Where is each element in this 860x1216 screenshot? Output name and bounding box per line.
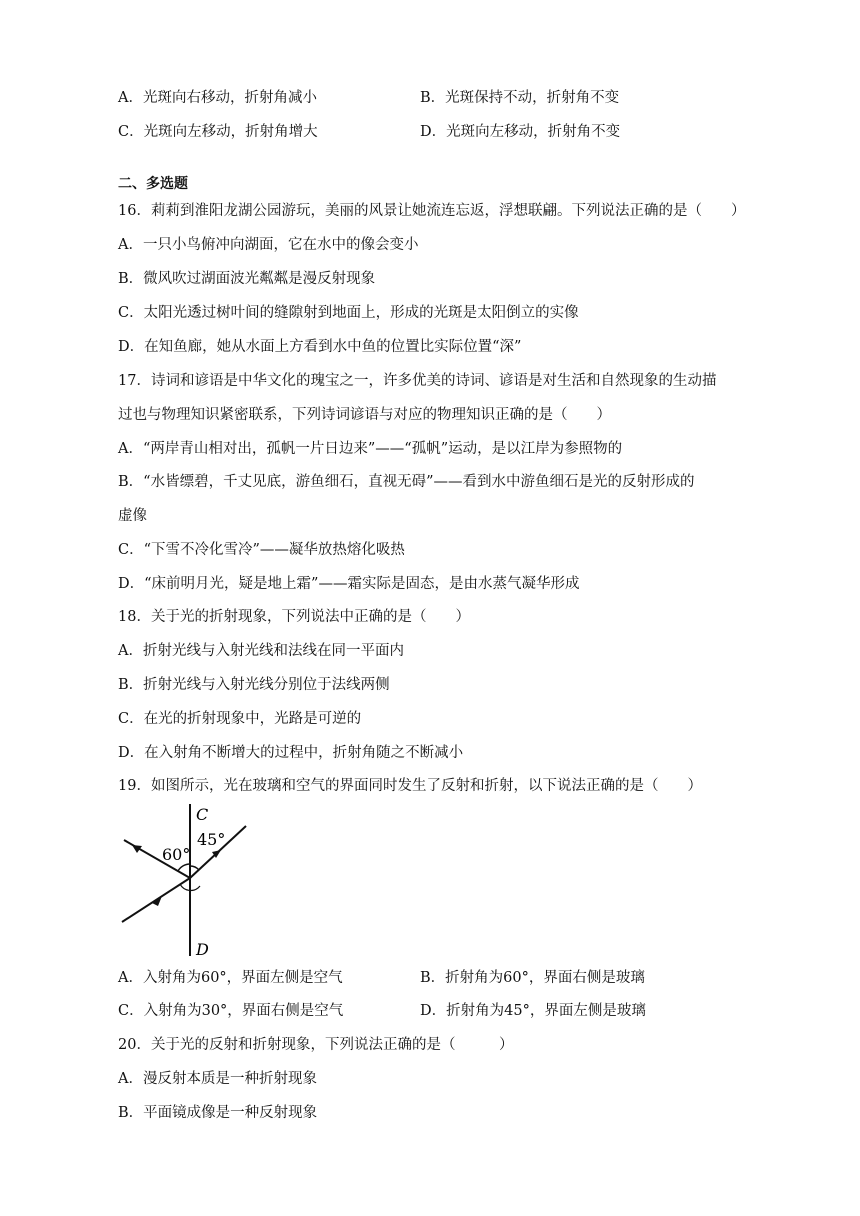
q19-option-a: A．入射角为60°，界面左侧是空气 [118, 970, 343, 986]
q18-option-c: C．在光的折射现象中，光路是可逆的 [118, 711, 362, 727]
optics-figure [118, 800, 258, 960]
q17-option-d: D．“床前明月光，疑是地上霜”——霜实际是固态，是由水蒸气凝华形成 [118, 576, 580, 592]
q17-stem-line1: 17．诗词和谚语是中华文化的瑰宝之一，许多优美的诗词、谚语是对生活和自然现象的生动描 [118, 373, 717, 389]
angle-label-right: 45° [197, 830, 226, 849]
q17-option-c: C．“下雪不冷化雪冷”——凝华放热熔化吸热 [118, 542, 405, 558]
q17-stem-line2: 过也与物理知识紧密联系，下列诗词谚语与对应的物理知识正确的是（ ） [118, 407, 611, 423]
q16-option-d: D．在知鱼廊，她从水面上方看到水中鱼的位置比实际位置“深” [118, 339, 522, 355]
q19-stem: 19．如图所示，光在玻璃和空气的界面同时发生了反射和折射，以下说法正确的是（ ） [118, 778, 702, 794]
section-title: 二、多选题 [118, 176, 188, 192]
q18-option-b: B．折射光线与入射光线分别位于法线两侧 [118, 677, 390, 693]
angle-arc-right [190, 866, 199, 870]
angle-arc-left [178, 864, 190, 871]
q15-option-d: D．光斑向左移动，折射角不变 [420, 124, 621, 140]
q18-option-d: D．在入射角不断增大的过程中，折射角随之不断减小 [118, 745, 464, 761]
q17-option-a: A．“两岸青山相对出，孤帆一片日边来”——“孤帆”运动，是以江岸为参照物的 [118, 441, 623, 457]
q20-stem: 20．关于光的反射和折射现象，下列说法正确的是（ ） [118, 1037, 514, 1053]
q16-stem: 16．莉莉到淮阳龙湖公园游玩，美丽的风景让她流连忘返，浮想联翩。下列说法正确的是（ ） [118, 203, 746, 219]
q17-option-b-line1: B．“水皆缥碧，千丈见底，游鱼细石，直视无碍”——看到水中游鱼细石是光的反射形成的 [118, 474, 695, 490]
q15-option-c: C．光斑向左移动，折射角增大 [118, 124, 318, 140]
q16-option-a: A．一只小鸟俯冲向湖面，它在水中的像会变小 [118, 237, 419, 253]
label-c: C [196, 805, 209, 824]
q15-option-b: B．光斑保持不动，折射角不变 [420, 90, 620, 106]
q16-option-b: B．微风吹过湖面波光粼粼是漫反射现象 [118, 271, 376, 287]
q16-option-c: C．太阳光透过树叶间的缝隙射到地面上，形成的光斑是太阳倒立的实像 [118, 305, 579, 321]
q17-option-b-line2: 虚像 [118, 508, 147, 524]
q18-stem: 18．关于光的折射现象，下列说法中正确的是（ ） [118, 609, 470, 625]
q19-option-d: D．折射角为45°，界面左侧是玻璃 [420, 1003, 646, 1019]
q19-option-c: C．入射角为30°，界面右侧是空气 [118, 1003, 344, 1019]
q20-option-b: B．平面镜成像是一种反射现象 [118, 1105, 318, 1121]
q18-option-a: A．折射光线与入射光线和法线在同一平面内 [118, 643, 404, 659]
q20-option-a: A．漫反射本质是一种折射现象 [118, 1071, 317, 1087]
angle-label-left: 60° [162, 845, 191, 864]
label-d: D [196, 940, 209, 959]
q15-option-a: A．光斑向右移动，折射角减小 [118, 90, 317, 106]
q19-option-b: B．折射角为60°，界面右侧是玻璃 [420, 970, 645, 986]
